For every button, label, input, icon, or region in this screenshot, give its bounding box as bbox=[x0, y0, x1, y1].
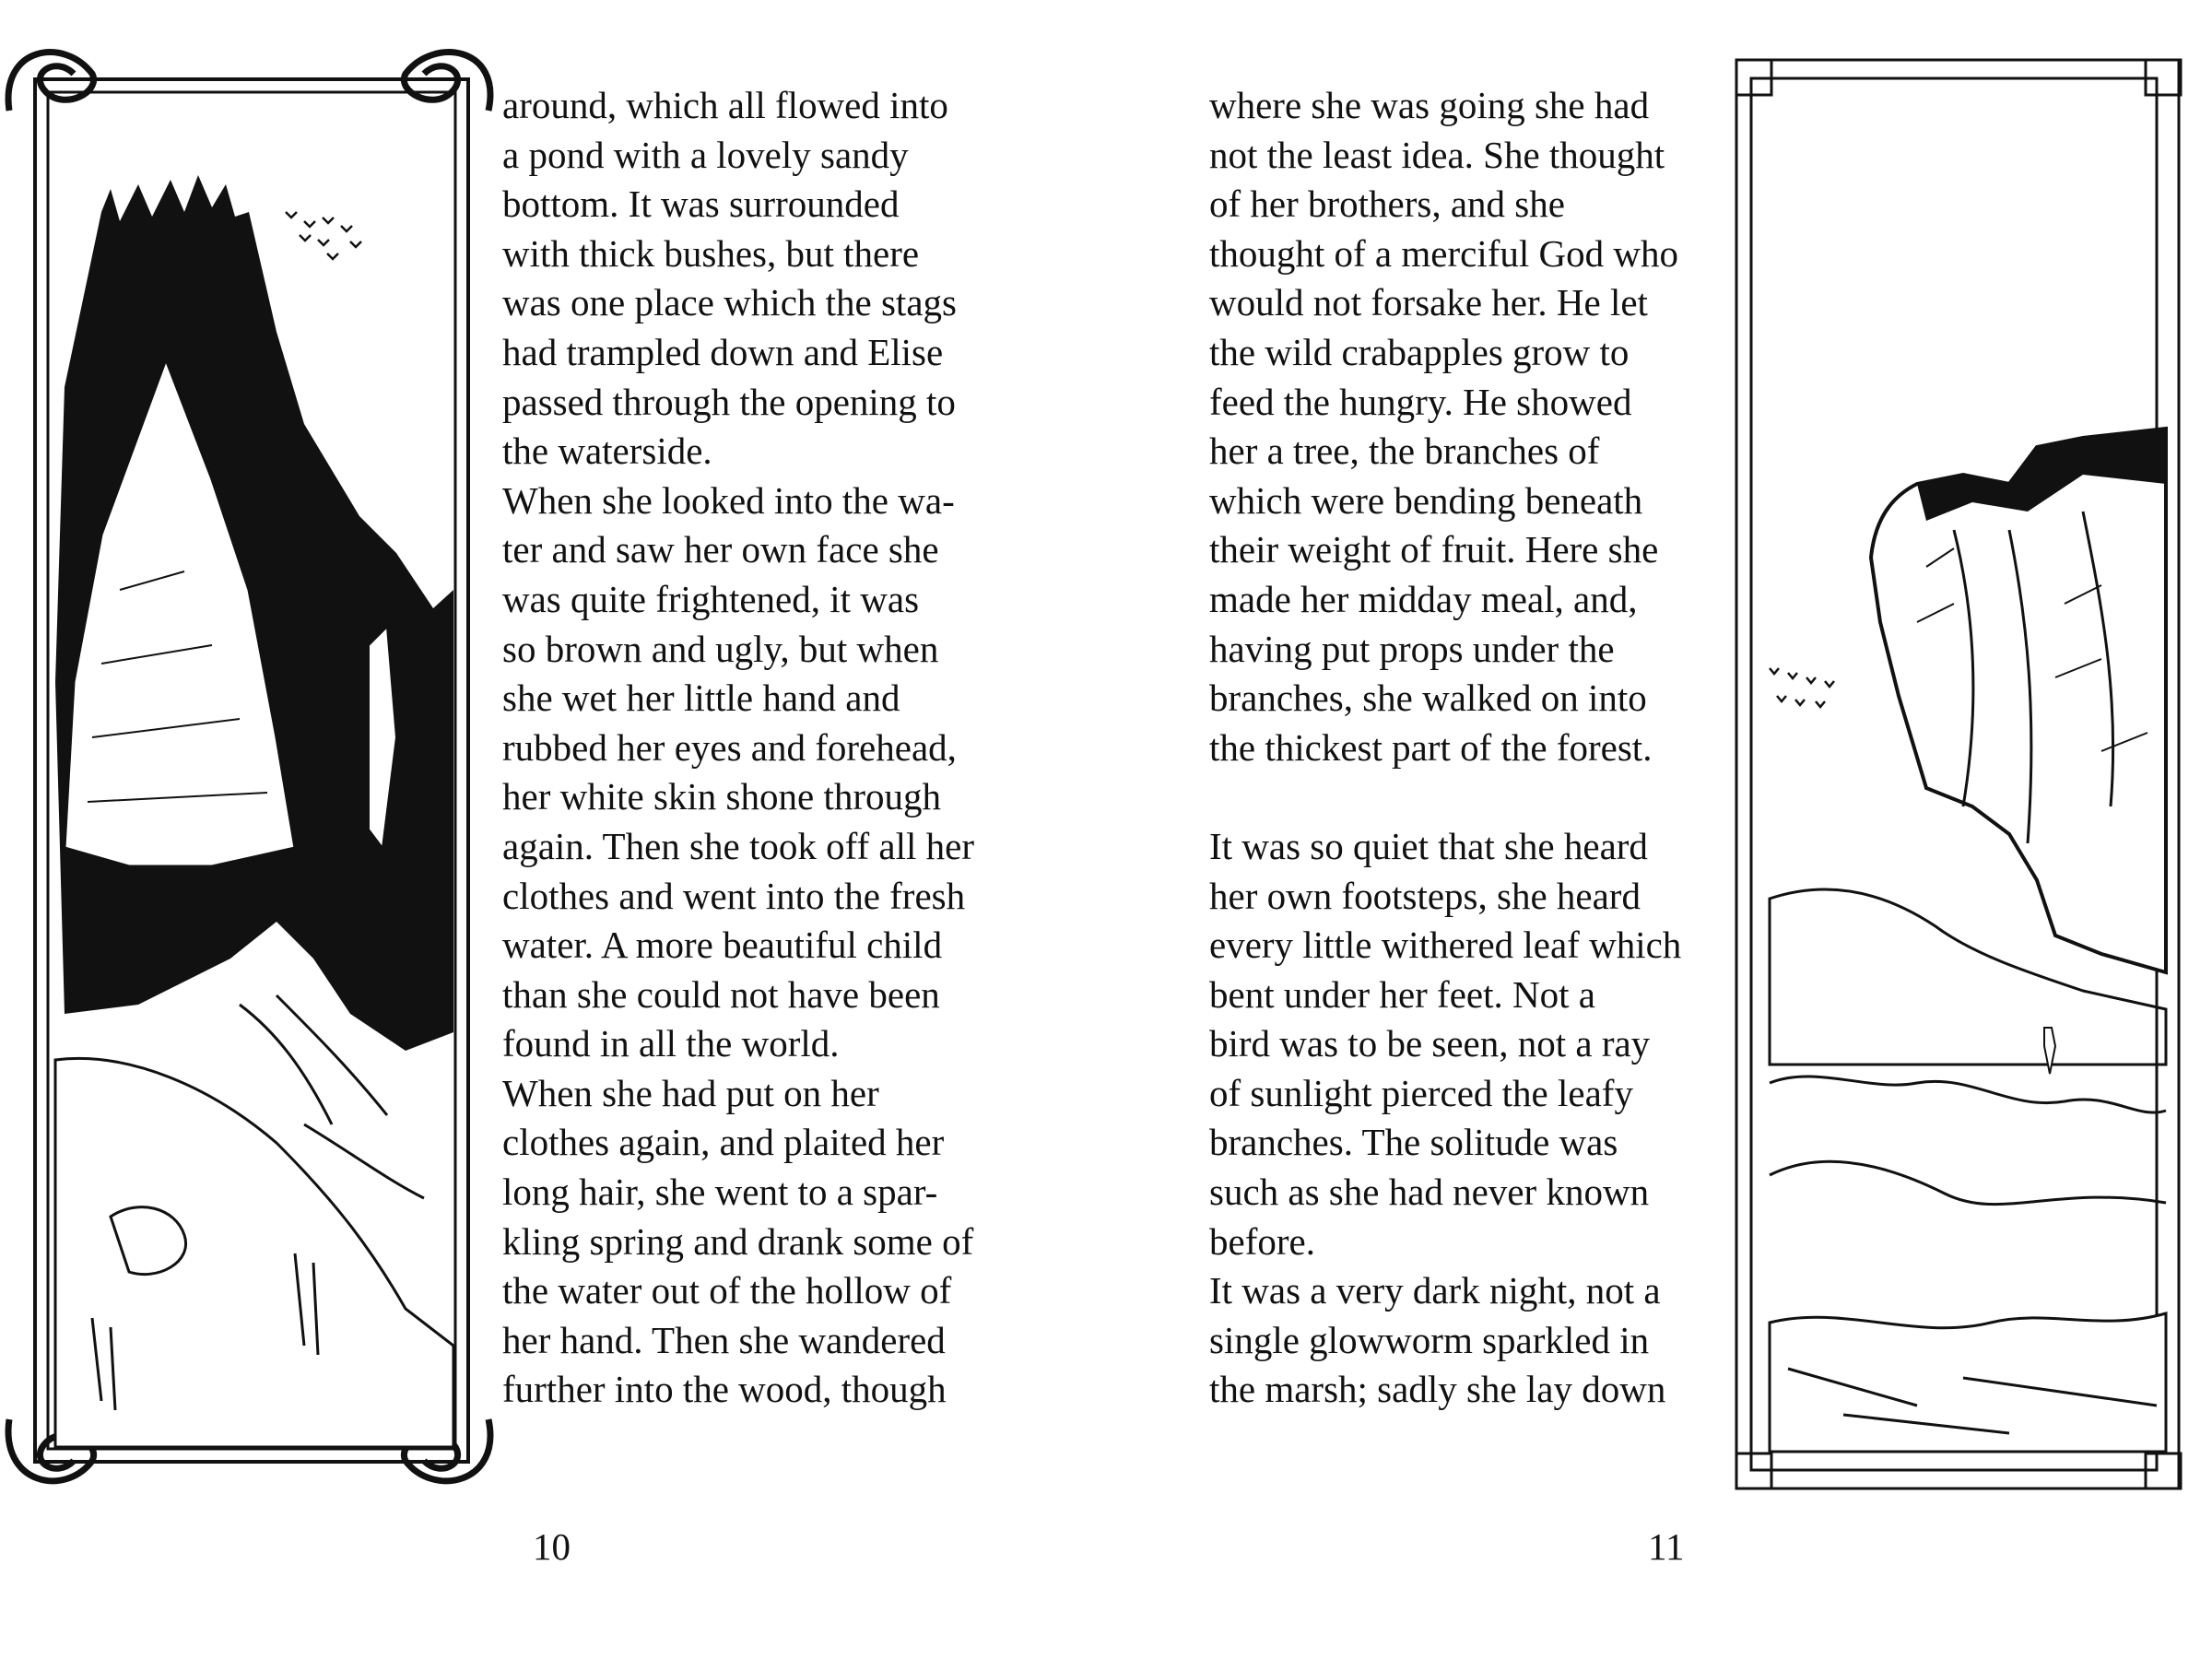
text-line: passed through the opening to bbox=[502, 380, 956, 423]
text-line: their weight of fruit. Here she bbox=[1209, 528, 1659, 571]
text-line: of sunlight pierced the leafy bbox=[1209, 1071, 1633, 1114]
text-line: than she could not have been bbox=[502, 972, 940, 1016]
text-line: the marsh; sadly she lay down bbox=[1209, 1368, 1666, 1411]
text-line: It was so quiet that she heard bbox=[1209, 824, 1648, 867]
text-line: feed the hungry. He showed bbox=[1209, 380, 1632, 423]
right-page bbox=[1106, 0, 2212, 1659]
text-line: branches. The solitude was bbox=[1209, 1121, 1618, 1164]
text-line: with thick bushes, but there bbox=[502, 231, 920, 275]
bird-flock bbox=[286, 212, 361, 259]
text-line: bird was to be seen, not a ray bbox=[1209, 1022, 1651, 1065]
text-line: was one place which the stags bbox=[502, 281, 957, 324]
page-number: 11 bbox=[1648, 1525, 1685, 1568]
text-line: around, which all flowed into bbox=[502, 84, 948, 126]
left-text-column bbox=[502, 81, 974, 1415]
text-line: bent under her feet. Not a bbox=[1209, 972, 1595, 1016]
text-line: where she was going she had bbox=[1209, 84, 1650, 126]
text-line: having put props under the bbox=[1209, 627, 1615, 670]
text-line: bottom. It was surrounded bbox=[502, 182, 900, 226]
text-line: would not forsake her. He let bbox=[1209, 281, 1648, 324]
text-line: again. Then she took off all her bbox=[502, 824, 974, 867]
text-line: her white skin shone through bbox=[502, 775, 941, 818]
text-line: was quite frightened, it was bbox=[502, 577, 920, 620]
text-line: clothes again, and plaited her bbox=[502, 1121, 945, 1164]
text-line: the wild crabapples grow to bbox=[1209, 330, 1630, 373]
right-text-column bbox=[1209, 81, 1681, 1415]
paragraph-gap bbox=[1209, 772, 1681, 822]
text-line: rubbed her eyes and forehead, bbox=[502, 725, 957, 769]
bird-flock bbox=[1770, 668, 1834, 707]
text-line: When she looked into the wa- bbox=[502, 478, 955, 522]
rocky-cliff-illustration bbox=[1733, 51, 2212, 1507]
text-line: the water out of the hollow of bbox=[502, 1269, 952, 1312]
text-line: kling spring and drank some of bbox=[502, 1219, 974, 1263]
text-line: long hair, she went to a spar- bbox=[502, 1171, 938, 1214]
text-line: had trampled down and Elise bbox=[502, 330, 944, 373]
text-line: single glowworm sparkled in bbox=[1209, 1318, 1650, 1361]
text-line: branches, she walked on into bbox=[1209, 677, 1647, 720]
text-line: the waterside. bbox=[502, 429, 712, 473]
text-line: made her midday meal, and, bbox=[1209, 577, 1638, 620]
text-line: thought of a merciful God who bbox=[1209, 231, 1678, 275]
text-line: When she had put on her bbox=[502, 1071, 879, 1114]
text-line: It was a very dark night, not a bbox=[1209, 1269, 1661, 1312]
text-line: her a tree, the branches of bbox=[1209, 429, 1600, 473]
page-number: 10 bbox=[533, 1525, 571, 1568]
text-line: ter and saw her own face she bbox=[502, 528, 939, 571]
text-line: her hand. Then she wandered bbox=[502, 1318, 946, 1361]
text-line: found in all the world. bbox=[502, 1022, 840, 1065]
text-line: a pond with a lovely sandy bbox=[502, 133, 909, 176]
text-line: water. A more beautiful child bbox=[502, 924, 943, 967]
text-line: so brown and ugly, but when bbox=[502, 627, 939, 670]
text-line: the thickest part of the forest. bbox=[1209, 725, 1653, 769]
text-line: her own footsteps, she heard bbox=[1209, 874, 1641, 917]
text-line: further into the wood, though bbox=[502, 1368, 947, 1411]
text-line: clothes and went into the fresh bbox=[502, 874, 966, 917]
text-line: she wet her little hand and bbox=[502, 677, 900, 720]
text-line: before. bbox=[1209, 1219, 1315, 1263]
text-line: every little withered leaf which bbox=[1209, 924, 1682, 967]
forest-waterfall-illustration bbox=[0, 37, 516, 1512]
text-line: not the least idea. She thought bbox=[1209, 133, 1665, 176]
text-line: which were bending beneath bbox=[1209, 478, 1643, 522]
text-line: such as she had never known bbox=[1209, 1171, 1650, 1214]
text-line: of her brothers, and she bbox=[1209, 182, 1565, 226]
